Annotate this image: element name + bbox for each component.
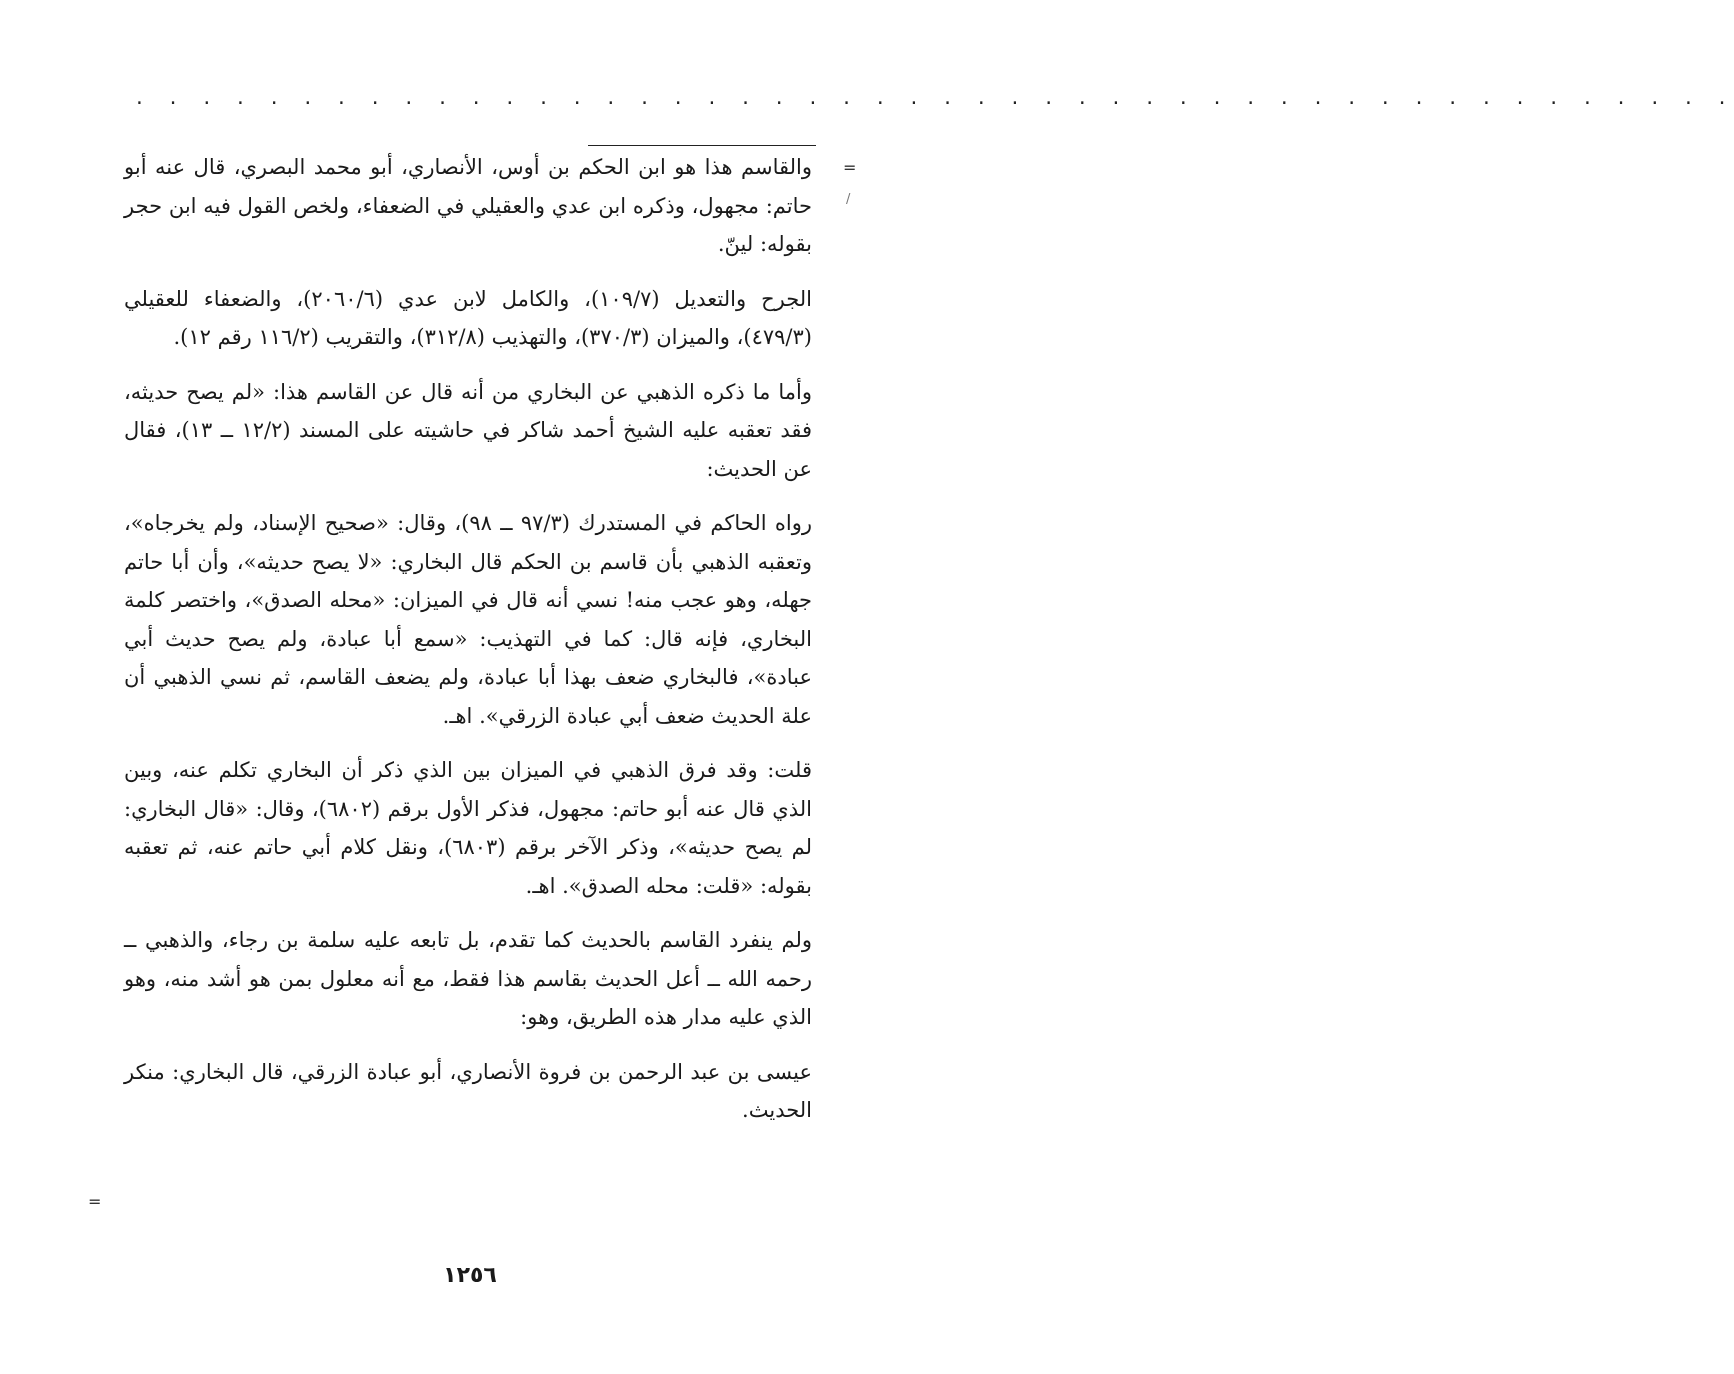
footnote-body [124,148,812,1146]
paragraph-3: وأما ما ذكره الذهبي عن البخاري من أنه قال عن القاسم هذا: «لم يصح حديثه، فقد تعقبه عليه الشيخ أحمد شاكر في حاشيته على المسند (١٢/٢ ــ ١٣)، فقال عن الحديث: [124,379,813,481]
margin-tick: / [846,192,851,207]
footnote-rule [588,145,816,146]
continuation-mark-bottom: = [88,1192,102,1211]
continuation-mark-top: = [843,158,857,177]
paragraph-6: ولم ينفرد القاسم بالحديث كما تقدم، بل تابعه عليه سلمة بن رجاء، والذهبي ــ رحمه الله ــ أعل الحديث بقاسم هذا فقط، مع أنه معلول بمن هو أشد منه، وهو الذي عليه مدار هذه الطريق، وهو: [124,928,812,1029]
paragraph-1: والقاسم هذا هو ابن الحكم بن أوس، الأنصاري، أبو محمد البصري، قال عنه أبو حاتم: مجهول، وذكره ابن عدي والعقيلي في الضعفاء، ولخص القول فيه ابن حجر بقوله: لينّ. [124,155,812,256]
paragraph-2: الجرح والتعديل (١٠٩/٧)، والكامل لابن عدي (٢٠٦٠/٦)، والضعفاء للعقيلي (٤٧٩/٣)، والميزان (٣٧٠/٣)، والتهذيب (٣١٢/٨)، والتقريب (١١٦/٢ رقم ١٢). [124,286,812,349]
paragraph-4: رواه الحاكم في المستدرك (٩٧/٣ ــ ٩٨)، وقال: «صحيح الإسناد، ولم يخرجاه»، وتعقبه الذهبي بأن قاسم بن الحكم قال البخاري: «لا يصح حديثه»، وأن أبا حاتم جهله، وهو عجب منه! نسي أنه قال في الميزان: «محله الصدق»، واختصر كلمة البخاري، فإنه قال: كما في التهذيب: «سمع أبا عبادة، ولم يصح حديث أبي عبادة»، فالبخاري ضعف بهذا أبا عبادة، ولم يضعف القاسم، ثم نسي الذهبي أن علة الحديث ضعف أبي عبادة الزرقي». اهـ. [124,511,812,728]
dotted-separator: · · · · · · · · · · · · · · · · · · · · · · · · · · · · · · · · · · · · · · · · · · · · · · · · [134,93,1734,114]
paragraph-5: قلت: وقد فرق الذهبي في الميزان بين الذي ذكر أن البخاري تكلم عنه، وبين الذي قال عنه أبو حاتم: مجهول، فذكر الأول برقم (٦٨٠٢)، وقال: «قال البخاري: لم يصح حديثه»، وذكر الآخر برقم (٦٨٠٣)، ونقل كلام أبي حاتم عنه، ثم تعقبه بقوله: «قلت: محله الصدق». اهـ. [124,758,812,898]
page-number: ١٢٥٦ [443,1263,497,1288]
paragraph-7: عيسى بن عبد الرحمن بن فروة الأنصاري، أبو عبادة الزرقي، قال البخاري: منكر الحديث. [124,1059,812,1122]
